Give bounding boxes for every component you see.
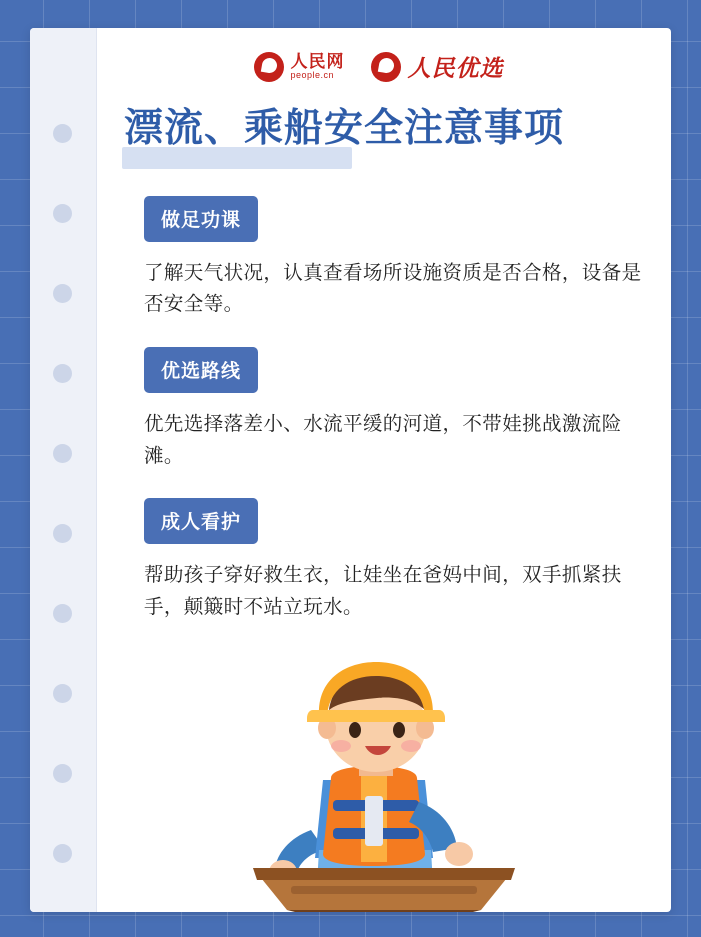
people-cn-logo [254, 52, 345, 82]
binder-hole [53, 844, 72, 863]
boy-in-boat-illustration [219, 662, 549, 912]
people-youxuan-logo [371, 50, 504, 83]
people-cn-domain: people.cn [290, 69, 335, 80]
binder-hole [53, 684, 72, 703]
section-item [144, 498, 653, 623]
binder-strip [30, 28, 97, 912]
binder-hole [53, 284, 72, 303]
binder-hole [53, 444, 72, 463]
section-text: 了解天气状况，认真查看场所设施资质是否合格，设备是否安全等。 [144, 261, 642, 316]
binder-hole [53, 604, 72, 623]
people-cn-name: 人民网 [290, 51, 345, 71]
binder-hole [53, 524, 72, 543]
binder-hole [53, 764, 72, 783]
logo-bar [86, 50, 671, 83]
section-tag-优选路线: 优选路线 [144, 347, 258, 393]
binder-hole [53, 364, 72, 383]
section-tag-做足功课: 做足功课 [144, 196, 258, 242]
people-youxuan-name: 人民优选 [407, 55, 504, 81]
people-youxuan-mark-icon [371, 52, 401, 82]
people-cn-mark-icon [254, 52, 284, 82]
poster-card [30, 28, 671, 912]
binder-hole [53, 204, 72, 223]
section-tag-成人看护: 成人看护 [144, 498, 258, 544]
section-text: 帮助孩子穿好救生衣，让娃坐在爸妈中间，双手抓紧扶手，颠簸时不站立玩水。 [144, 564, 622, 618]
poster-content [96, 28, 671, 912]
page-title: 漂流、乘船安全注意事项 [124, 107, 565, 150]
section-item [144, 196, 653, 321]
people-cn-text [291, 53, 345, 80]
section-text: 优先选择落差小、水流平缓的河道，不带娃挑战激流险滩。 [144, 413, 622, 467]
section-item [144, 347, 653, 472]
page-title-wrap [96, 107, 671, 152]
section-list [96, 196, 671, 623]
binder-hole [53, 124, 72, 143]
